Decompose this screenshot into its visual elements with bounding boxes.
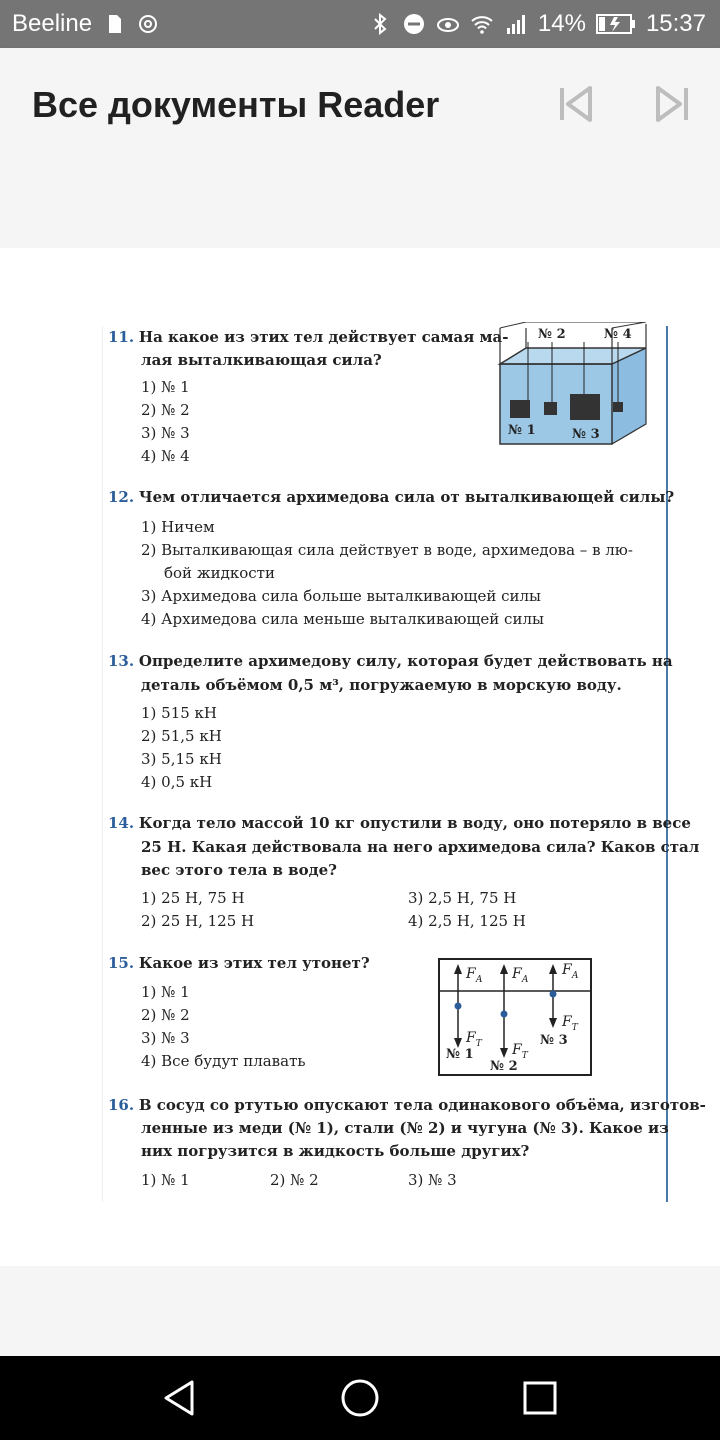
answer: 1) № 1	[141, 983, 190, 1001]
answer: 4) 2,5 Н, 125 Н	[408, 912, 526, 930]
force-gravity-label: $F_Т$	[512, 1042, 528, 1061]
answer: 3) 2,5 Н, 75 Н	[408, 889, 517, 907]
battery-charging-icon	[596, 12, 636, 36]
force-gravity-label: $F_Т$	[466, 1030, 482, 1049]
answer: 1) 25 Н, 75 Н	[141, 889, 245, 907]
home-button[interactable]	[338, 1376, 382, 1420]
answer: 3) Архимедова сила больше выталкивающей силы	[141, 587, 541, 605]
battery-percent: 14%	[537, 10, 586, 37]
figure-label: № 1	[446, 1047, 474, 1062]
clock: 15:37	[645, 10, 706, 37]
tank-figure	[496, 322, 652, 448]
bluetooth-icon	[368, 12, 392, 36]
answer: 3) 5,15 кН	[141, 750, 222, 768]
figure-label: № 3	[540, 1033, 568, 1048]
document-page[interactable]	[0, 248, 720, 1266]
wifi-icon	[470, 12, 494, 36]
answer: 2) 51,5 кН	[141, 727, 222, 745]
answer: 1) № 1	[141, 1171, 190, 1189]
force-archimedes-label: $F_А$	[466, 966, 483, 985]
force-archimedes-label: $F_А$	[562, 962, 579, 981]
question-14-line-3: вес этого тела в воде?	[141, 861, 337, 879]
answer: 4) Архимедова сила меньше выталкивающей силы	[141, 610, 544, 628]
navigation-bar	[0, 1356, 720, 1440]
signal-icon	[504, 12, 528, 36]
back-button[interactable]	[158, 1376, 202, 1420]
recents-button[interactable]	[518, 1376, 562, 1420]
question-12-line-1: 12. Чем отличается архимедова сила от выталкивающей силы?	[108, 488, 675, 506]
question-13-line-1: 13. Определите архимедову силу, которая будет действовать на	[108, 652, 673, 670]
answer: 1) Ничем	[141, 518, 215, 536]
answer: 3) № 3	[141, 1029, 190, 1047]
skip-next-button[interactable]	[652, 84, 692, 124]
status-bar	[0, 0, 720, 48]
question-16-line-3: них погрузится в жидкость больше других?	[141, 1142, 530, 1160]
question-15-line-1: 15. Какое из этих тел утонет?	[108, 954, 370, 972]
answer: 2) № 2	[141, 401, 190, 419]
answer: 4) Все будут плавать	[141, 1052, 306, 1070]
answer: 3) № 3	[141, 424, 190, 442]
answer: 4) № 4	[141, 447, 190, 465]
question-11-line-2: лая выталкивающая сила?	[141, 351, 382, 369]
question-14-line-1: 14. Когда тело массой 10 кг опустили в воду, оно потеряло в весе	[108, 814, 691, 832]
answer: 3) № 3	[408, 1171, 457, 1189]
question-11-line-1: 11. На какое из этих тел действует самая ма-	[108, 328, 509, 346]
answer: 2) № 2	[270, 1171, 319, 1189]
app-title: Все документы Reader	[32, 84, 440, 125]
answer: бой жидкости	[164, 564, 275, 582]
figure-label: № 2	[538, 327, 566, 342]
question-16-line-2: ленные из меди (№ 1), стали (№ 2) и чугуна (№ 3). Какое из	[141, 1119, 669, 1137]
page-margin-line	[666, 326, 668, 1202]
answer: 2) № 2	[141, 1006, 190, 1024]
eye-icon	[436, 12, 460, 36]
app-bar	[0, 48, 720, 160]
force-gravity-label: $F_Т$	[562, 1014, 578, 1033]
question-14-line-2: 25 Н. Какая действовала на него архимедова сила? Каков стал	[141, 838, 700, 856]
skip-previous-button[interactable]	[556, 84, 596, 124]
answer: 2) 25 Н, 125 Н	[141, 912, 255, 930]
answer: 2) Выталкивающая сила действует в воде, архимедова – в лю-	[141, 541, 633, 559]
carrier-name: Beeline	[12, 10, 93, 37]
figure-label: № 3	[572, 427, 600, 442]
do-not-disturb-icon	[402, 12, 426, 36]
question-16-line-1: 16. В сосуд со ртутью опускают тела одинакового объёма, изготов-	[108, 1096, 706, 1114]
answer: 1) № 1	[141, 378, 190, 396]
figure-label: № 1	[508, 423, 536, 438]
force-archimedes-label: $F_А$	[512, 966, 529, 985]
sim-card-icon	[102, 12, 126, 36]
answer: 1) 515 кН	[141, 704, 218, 722]
hotspot-icon	[136, 12, 160, 36]
answer: 4) 0,5 кН	[141, 773, 213, 791]
page-edge	[102, 326, 103, 1202]
forces-figure	[438, 958, 594, 1078]
question-13-line-2: деталь объёмом 0,5 м³, погружаемую в морскую воду.	[141, 676, 622, 694]
figure-label: № 4	[604, 327, 632, 342]
figure-label: № 2	[490, 1059, 518, 1074]
